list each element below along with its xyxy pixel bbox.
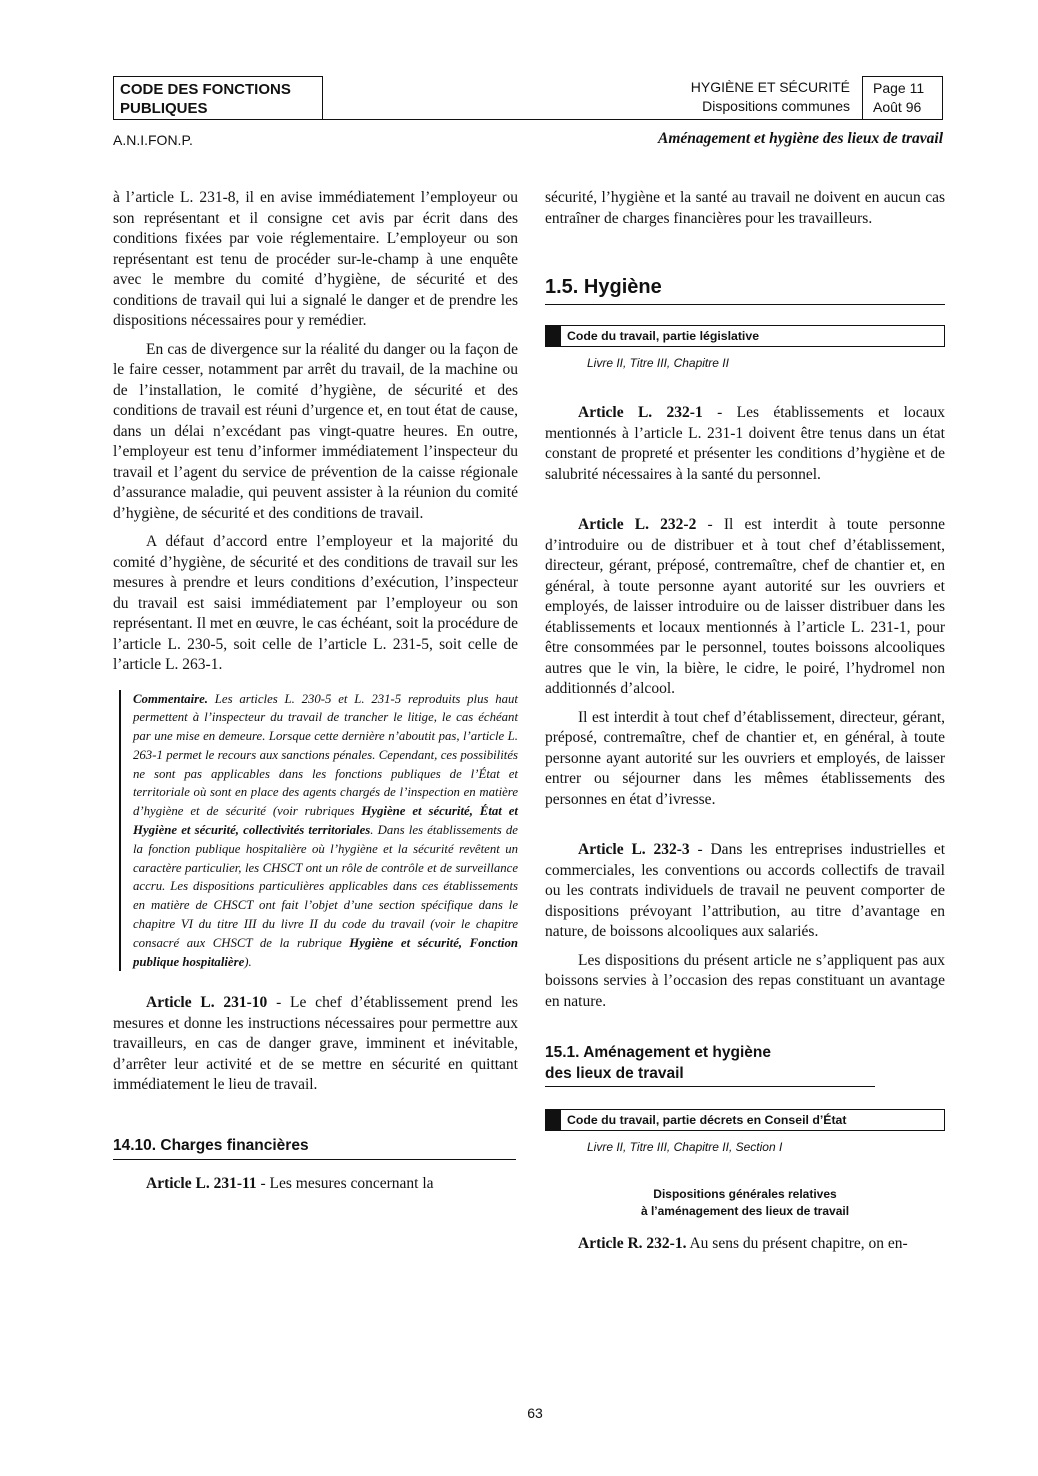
subsection-heading (545, 1186, 945, 1220)
right-column (545, 188, 945, 1254)
article-text: - Il est interdit à toute personne d’introduire ou de distribuer et à tout chef d’établissement, directeur, gérant, préposé, contremaître, chef de chantier et, en général, à toute personne ayant autorité sur les ouvriers et employés, de laisser introduire ou de laisser distribuer dans les établissements et locaux mentionnés à l’article L. 231-1, pour être consommées par le personnel, toutes boissons alcooliques autres que le vin, la bière, le cidre, le poiré, l’hydromel non additionnés d’alcool. (545, 516, 945, 697)
commentary-rubric: Hygiène et sécurité, Fonction publique hospitalière (133, 935, 518, 969)
code-reference: Livre II, Titre III, Chapitre II (587, 355, 729, 370)
paragraph: A défaut d’accord entre l’employeur et la majorité du comité d’hygiène, de sécurité et des conditions de travail sur les mesures à prendre et leurs conditions d’exécution, l’inspecteur du travail est saisi immédiatement par l’employeur ou son représentant. Il met en œuvre, le cas échéant, soit la procédure de l’article L. 230-5, soit celle de l’article L. 231-5, soit celle de l’article L. 263-1. (113, 533, 518, 673)
article (113, 993, 518, 1096)
paragraph: Il est interdit à tout chef d’établissement, directeur, gérant, préposé, contremaître, chef de chantier et, en général, à toute personne ayant autorité sur les ouvriers et employés, de laisser entrer ou séjourner dans les mêmes établissements des personnes en état d’ivresse. (545, 708, 945, 808)
page-label: Page 11 (873, 80, 925, 96)
code-title-line1: CODE DES FONCTIONS (120, 81, 291, 98)
page-number: 63 (527, 1405, 543, 1421)
code-reference: Livre II, Titre III, Chapitre II, Section I (587, 1140, 783, 1154)
article-text: - Le chef d’établissement prend les mesures et donne les instructions nécessaires pour permettre aux travailleurs, en cas de danger grave, imminent et inévitable, d’arrêter leur activité et de se mettre en sécurité en quittant immédiatement le lieu de travail. (113, 994, 519, 1094)
date-label: Août 96 (873, 99, 922, 115)
subsection-line2: à l’aménagement des lieux de travail (640, 1203, 850, 1218)
article-text: - Les établissements et locaux mentionnés à l’article L. 231-1 doivent être tenus dans un état constant de propreté et présenter les conditions d’hygiène et de salubrité nécessaires à la santé du personnel. (545, 404, 945, 483)
article (545, 1234, 945, 1255)
section-line2: Dispositions communes (702, 98, 850, 114)
paragraph: En cas de divergence sur la réalité du danger ou la façon de le faire cesser, notamment par arrêt du travail, de la machine ou de l’installation, le comité d’hygiène, de sécurité et des conditions de travail est réuni d’urgence et, en tout état de cause, dans un délai n’excédant pas vingt-quatre heures. En outre, l’employeur est tenu d’informer immédiatement l’inspecteur du travail et l’agent du service de prévention de la caisse régionale d’assurance maladie, qui peuvent assister à la réunion du comité d’hygiène, de sécurité et des conditions de travail. (113, 340, 518, 522)
section-title-line1: 15.1. Aménagement et hygiène (545, 1044, 771, 1061)
paragraph: à l’article L. 231-8, il en avise immédiatement l’employeur ou son représentant et il consigne cet avis par écrit dans des conditions fixées par voie réglementaire. L’employeur ou son représentant est tenu de procéder sur-le-champ à une enquête avec le membre du comité d’hygiène, de sécurité et des conditions de travail qui lui a signalé le danger et de prendre les dispositions nécessaires pour y remédier. (113, 189, 518, 329)
article-label: Article L. 232-3 (578, 841, 690, 858)
commentary-block (119, 690, 518, 972)
paragraph: sécurité, l’hygiène et la santé au travail ne doivent en aucun cas entraîner de charges financières pour les travailleurs. (545, 189, 945, 227)
subsection-line1: Dispositions générales relatives (653, 1186, 837, 1201)
section-title: 14.10. Charges financières (113, 1136, 516, 1161)
page-subject: Aménagement et hygiène des lieux de travail (658, 130, 943, 147)
article-label: Article L. 232-2 (578, 516, 697, 533)
article-label: Article L. 231-11 (146, 1175, 257, 1193)
section-title: 1.5. Hygiène (545, 277, 945, 305)
article-text: - Dans les entreprises industrielles et commerciales, les conventions ou accords collectifs de travail ou les contrats individuels de travail ne peuvent comporter de dispositions prévoyant l’attribution, au titre d’avantage en nature, de boissons alcooliques aux salariés. (545, 841, 945, 940)
article (545, 840, 945, 943)
commentary-text: Les articles L. 230-5 et L. 231-5 reproduits plus haut permettent à l’inspecteur du travail de trancher le litige, le cas échéant par une mise en demeure. Lorsque cette dernière n’aboutit pas, l’article L. 263-1 permet le recours aux sanctions pénales. Cependant, ces possibilités ne sont pas applicables dans les fonctions publiques de l’État et territoriale où sont en place des agents chargés de l’inspection en matière d’hygiène et de sécurité (voir rubriques (133, 691, 518, 819)
section-title-line2: des lieux de travail (545, 1065, 684, 1082)
commentary-rubric: Hygiène et sécurité, État et Hygiène et sécurité, collectivités territoriales (133, 804, 518, 838)
code-source-label: Code du travail, partie décrets en Conseil d’État (567, 1113, 847, 1127)
paragraph: Les dispositions du présent article ne s’appliquent pas aux boissons servies à l’occasion des repas constituant un avantage en nature. (545, 951, 945, 1010)
article-text: Au sens du présent chapitre, on en- (686, 1234, 908, 1252)
organization: A.N.I.FON.P. (113, 132, 193, 148)
header-rule (323, 119, 943, 120)
page-info-box (862, 76, 943, 120)
marker-block (546, 1110, 561, 1130)
section-title (545, 1042, 875, 1087)
commentary-text: ). (244, 954, 252, 969)
section-line1: HYGIÈNE ET SÉCURITÉ (690, 79, 850, 95)
section-heading (600, 78, 850, 116)
article (113, 1174, 518, 1195)
article-label: Article L. 231-10 (146, 994, 268, 1012)
code-title-box (113, 76, 323, 120)
left-column (113, 188, 518, 1195)
marker-block (546, 326, 561, 346)
code-source-box (545, 325, 945, 347)
article-label: Article R. 232-1. (578, 1234, 687, 1252)
article-label: Article L. 232-1 (578, 404, 703, 421)
code-source-label: Code du travail, partie législative (567, 328, 760, 343)
code-title-line2: PUBLIQUES (120, 100, 208, 117)
article-text: - Les mesures concernant la (256, 1175, 434, 1193)
article (545, 403, 945, 485)
commentary-label: Commentaire. (133, 691, 209, 706)
commentary-text: . Dans les établissements de la fonction publique hospitalière où l’hygiène et la sécurité revêtent un caractère particulier, les CHSCT ont un rôle de contrôle et de surveillance accru. Les dispositions particulières applicables dans ces établissements en matière de CHSCT ont fait l’objet d’une section spécifique dans le chapitre VI du titre III du livre II du code du travail (voir le chapitre consacré aux CHSCT de la rubrique (133, 823, 518, 950)
article (545, 515, 945, 700)
code-source-box (545, 1109, 945, 1131)
